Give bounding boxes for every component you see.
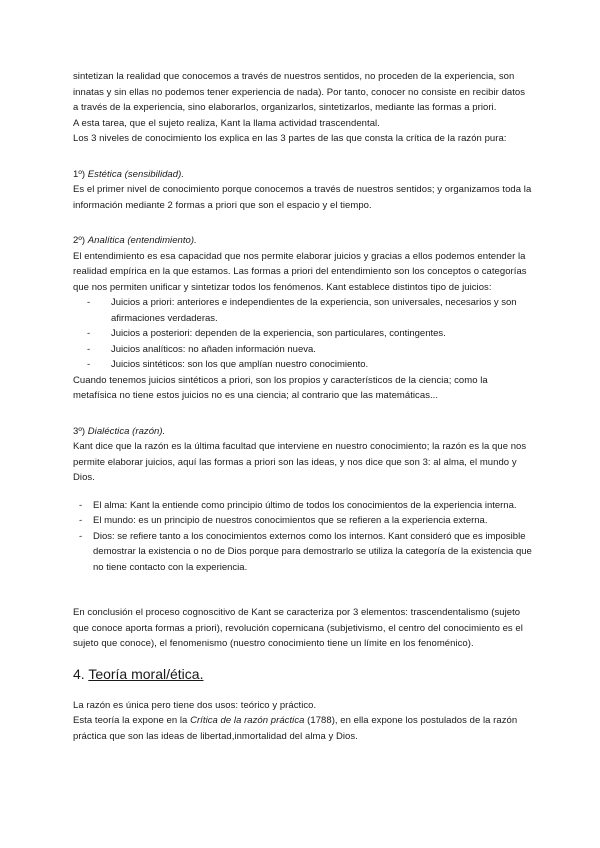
dialectica-title: Dialéctica (razón).	[87, 425, 166, 437]
intro-paragraph-1: sintetizan la realidad que conocemos a través de nuestros sentidos, no proceden de la experiencia, son innatas y sin ellas no podemos tener experiencia de nada). Por tanto, conocer no consiste en recibir datos a través de la experiencia, sino elaborarlos, organizarlos, sintetizarlos, mediante las formas a priori.	[73, 71, 526, 113]
intro-paragraph-2: A esta tarea, que el sujeto realiza, Kant la llama actividad trascendental.	[73, 117, 380, 129]
list-item: - Juicios a posteriori: dependen de la experiencia, son particulares, contingentes.	[73, 326, 533, 342]
document-page	[73, 69, 533, 744]
list-item: - El alma: Kant la entiende como principio último de todos los conocimientos de la experiencia interna.	[73, 498, 533, 514]
section-4-paragraph-2	[73, 713, 533, 744]
intro-paragraph-3: Los 3 niveles de conocimiento los explica en las 3 partes de las que consta la crítica de la razón pura:	[73, 133, 507, 144]
dialectica-heading	[73, 424, 533, 440]
dialectica-body: Kant dice que la razón es la última facultad que interviene en nuestro conocimiento; la razón es la que nos permite elaborar juicios, aquí las formas a priori son las ideas, y nos dice que son 3: al alma, el mundo y Dios.	[73, 441, 527, 483]
analitica-title: Analítica (entendimiento).	[87, 235, 197, 246]
list-item: - Juicios sintéticos: son los que amplían nuestro conocimiento.	[73, 357, 533, 373]
conclusion-paragraph: En conclusión el proceso cognoscitivo de Kant se caracteriza por 3 elementos: trascendentalismo (sujeto que conoce aporta formas a priori), revolución copernicana (subjetivismo, el centro del conocimiento es el sujeto que conoce), el fenomenismo (nuestro conocimiento tiene un límite en los fenoménico).	[73, 607, 523, 649]
section-4-title: Teoría moral/ética.	[88, 665, 204, 682]
ideas-list	[73, 498, 533, 576]
section-4-text-b: (1788), en ella expone los postulados de la razón práctica que son las ideas de libertad,inmortalidad del alma y Dios.	[73, 715, 518, 742]
section-4-paragraph-1: La razón es única pero tiene dos usos: teórico y práctico.	[73, 699, 317, 711]
section-4-number: 4.	[73, 665, 89, 682]
analitica-heading	[73, 233, 533, 249]
list-item: - Juicios analíticos: no añaden información nueva.	[73, 342, 533, 358]
list-item: - Juicios a priori: anteriores e independientes de la experiencia, son universales, necesarios y son afirmaciones verdaderas.	[73, 295, 533, 326]
estetica-title: Estética (sensibilidad).	[87, 168, 185, 180]
book-title: Crítica de la razón práctica	[190, 715, 305, 726]
section-4-text-a: Esta teoría la expone en la	[73, 715, 191, 726]
estetica-body: Es el primer nivel de conocimiento porque conocemos a través de nuestros sentidos; y organizamos toda la información mediante 2 formas a priori que son el espacio y el tiempo.	[73, 184, 532, 211]
list-item: - Dios: se refiere tanto a los conocimientos externos como los internos. Kant consideró que es imposible demostrar la existencia o no de Dios porque para demostrarlo se utiliza la categoría de la existencia que no tiene contacto con la experiencia.	[73, 529, 533, 576]
analitica-number: 2º)	[73, 235, 88, 246]
analitica-body: El entendimiento es esa capacidad que nos permite elaborar juicios y gracias a ellos podemos entender la realidad empírica en la que estamos. Las formas a priori del entendimiento son los conceptos o categorías que nos permiten unificar y sintetizar todos los fenómenos. Kant establece distintos tipo de juicios:	[73, 250, 527, 293]
estetica-heading	[73, 167, 533, 183]
analitica-after: Cuando tenemos juicios sintéticos a priori, son los propios y característicos de la ciencia; como la metafísica no tiene estos juicios no es una ciencia; al contrario que las matemáticas...	[73, 374, 488, 401]
section-4-heading	[73, 664, 533, 684]
juicios-list	[73, 295, 533, 373]
estetica-number: 1º)	[73, 168, 88, 180]
dialectica-number: 3º)	[73, 425, 88, 437]
list-item: - El mundo: es un principio de nuestros conocimientos que se refieren a la experiencia externa.	[73, 513, 533, 529]
